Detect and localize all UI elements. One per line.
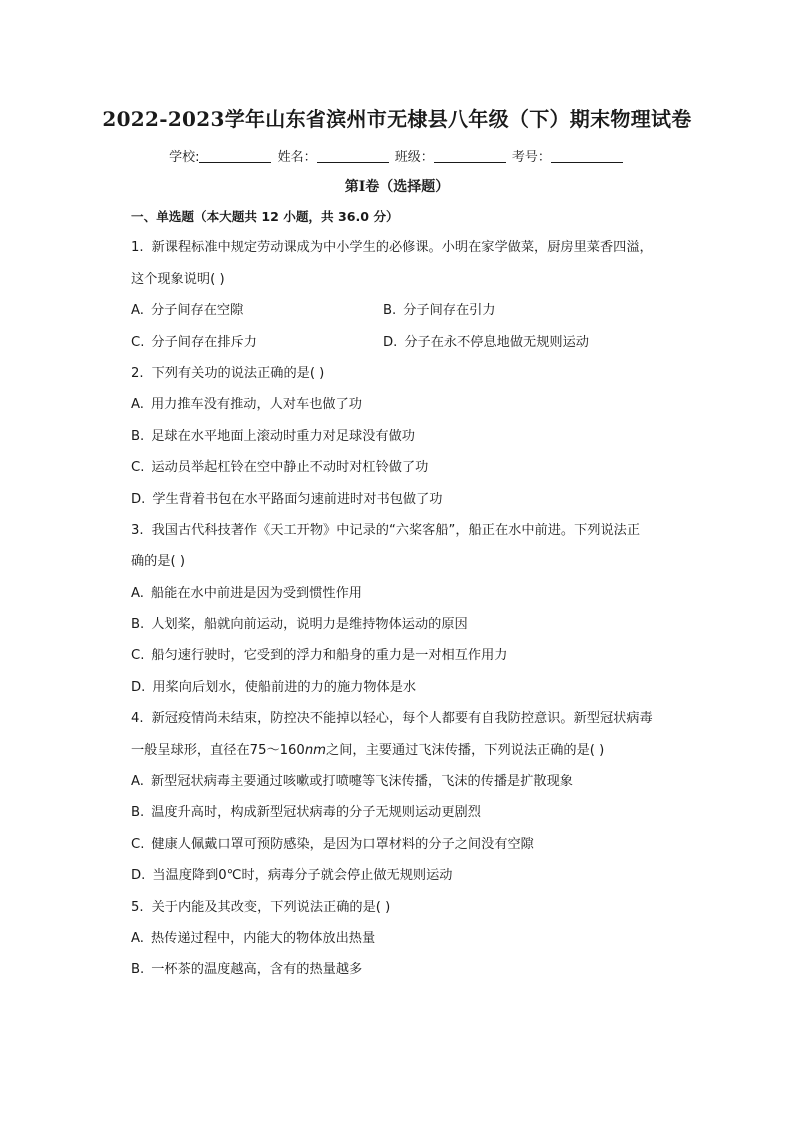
question-3-stem	[131, 520, 691, 551]
option-label: B.	[131, 962, 145, 978]
option-label: C.	[131, 460, 145, 476]
exam-no-label: 考号：	[511, 150, 551, 165]
option-d[interactable]	[131, 865, 691, 896]
option-label: D.	[131, 868, 146, 884]
section-title: 第I卷（选择题）	[344, 179, 450, 195]
question-3-stem-cont: 确的是( )	[131, 554, 186, 570]
option-label: B.	[131, 428, 145, 444]
option-a[interactable]	[131, 300, 383, 331]
class-label: 班级：	[394, 150, 434, 165]
question-number: 1.	[131, 240, 144, 256]
option-c[interactable]	[131, 332, 383, 363]
option-label: D.	[383, 334, 398, 350]
option-text: 热传递过程中，内能大的物体放出热量	[150, 930, 376, 946]
option-text: 运动员举起杠铃在空中静止不动时对杠铃做了功	[151, 460, 429, 476]
option-text: 分子间存在空隙	[150, 303, 244, 319]
question-1-options-cd	[131, 332, 691, 363]
part-heading: 一、单选题（本大题共 12 小题，共 36.0 分）	[131, 209, 399, 224]
question-2-stem	[131, 363, 691, 394]
option-c[interactable]	[131, 457, 691, 488]
question-number: 4.	[131, 711, 144, 727]
option-text: 用桨向后划水，使船前进的力的施力物体是水	[152, 679, 417, 695]
option-text: 健康人佩戴口罩可预防感染，是因为口罩材料的分子之间没有空隙	[151, 836, 534, 852]
option-label: B.	[131, 617, 145, 633]
option-d[interactable]	[131, 677, 691, 708]
option-b[interactable]	[131, 959, 691, 990]
exam-no-blank[interactable]	[551, 148, 623, 163]
option-text: 用力推车没有推动，人对车也做了功	[150, 397, 362, 413]
option-text: 温度升高时，构成新型冠状病毒的分子无规则运动更剧烈	[151, 805, 481, 821]
option-label: C.	[131, 648, 145, 664]
option-a[interactable]	[131, 583, 691, 614]
option-c[interactable]	[131, 834, 691, 865]
option-text: 分子间存在引力	[403, 303, 496, 319]
option-text: 当温度降到0℃时，病毒分子就会停止做无规则运动	[152, 868, 453, 884]
name-label: 姓名：	[277, 150, 317, 165]
question-5-stem	[131, 897, 691, 928]
class-blank[interactable]	[434, 148, 506, 163]
question-text: 下列有关功的说法正确的是( )	[151, 365, 325, 381]
student-info-row	[0, 146, 794, 165]
option-d[interactable]	[131, 489, 691, 520]
option-label: A.	[131, 397, 144, 413]
question-text: 我国古代科技著作《天工开物》中记录的“六桨客船”，船正在水中前进。下列说法正	[151, 522, 641, 538]
unit-nm: nm	[304, 742, 327, 758]
question-1-options-ab	[131, 300, 691, 331]
question-number: 2.	[131, 365, 144, 381]
option-d[interactable]	[383, 332, 589, 363]
option-label: A.	[131, 303, 144, 319]
question-1-stem-cont: 这个现象说明( )	[131, 271, 225, 287]
option-b[interactable]	[131, 614, 691, 645]
option-text: 一杯茶的温度越高，含有的热量越多	[151, 962, 363, 978]
option-a[interactable]	[131, 771, 691, 802]
option-text: 船匀速行驶时，它受到的浮力和船身的重力是一对相互作用力	[151, 648, 508, 664]
option-label: D.	[131, 491, 146, 507]
question-4-stem-cont	[131, 740, 691, 771]
option-text: 足球在水平地面上滚动时重力对足球没有做功	[151, 428, 415, 444]
option-label: C.	[131, 334, 145, 350]
question-number: 5.	[131, 899, 144, 915]
name-blank[interactable]	[317, 148, 389, 163]
option-text: 分子在永不停息地做无规则运动	[404, 334, 589, 350]
option-label: A.	[131, 585, 144, 601]
school-blank[interactable]	[199, 148, 271, 163]
exam-title: 2022-2023学年山东省滨州市无棣县八年级（下）期末物理试卷	[102, 107, 692, 131]
question-text: 之间，主要通过飞沫传播，下列说法正确的是( )	[326, 742, 605, 758]
option-a[interactable]	[131, 394, 691, 425]
school-label: 学校:	[169, 150, 200, 165]
option-b[interactable]	[383, 300, 496, 331]
option-label: B.	[131, 805, 145, 821]
question-text: 新课程标准中规定劳动课成为中小学生的必修课。小明在家学做菜，厨房里菜香四溢，	[151, 240, 653, 256]
option-b[interactable]	[131, 802, 691, 833]
option-label: D.	[131, 679, 146, 695]
option-label: A.	[131, 774, 144, 790]
question-4-stem	[131, 708, 691, 739]
question-text: 一般呈球形，直径在75～160	[131, 742, 305, 758]
option-text: 新型冠状病毒主要通过咳嗽或打喷嚏等飞沫传播，飞沫的传播是扩散现象	[150, 774, 573, 790]
option-a[interactable]	[131, 928, 691, 959]
option-label: C.	[131, 836, 145, 852]
option-text: 分子间存在排斥力	[151, 334, 257, 350]
option-text: 人划桨，船就向前运动，说明力是维持物体运动的原因	[151, 617, 468, 633]
option-label: B.	[383, 303, 397, 319]
question-text: 关于内能及其改变，下列说法正确的是( )	[151, 899, 391, 915]
question-number: 3.	[131, 522, 144, 538]
option-text: 船能在水中前进是因为受到惯性作用	[150, 585, 362, 601]
option-b[interactable]	[131, 426, 691, 457]
question-1-stem	[131, 237, 691, 268]
option-text: 学生背着书包在水平路面匀速前进时对书包做了功	[152, 491, 443, 507]
option-c[interactable]	[131, 645, 691, 676]
question-text: 新冠疫情尚未结束，防控决不能掉以轻心，每个人都要有自我防控意识。新型冠状病毒	[151, 711, 653, 727]
question-body	[131, 206, 691, 991]
option-label: A.	[131, 930, 144, 946]
